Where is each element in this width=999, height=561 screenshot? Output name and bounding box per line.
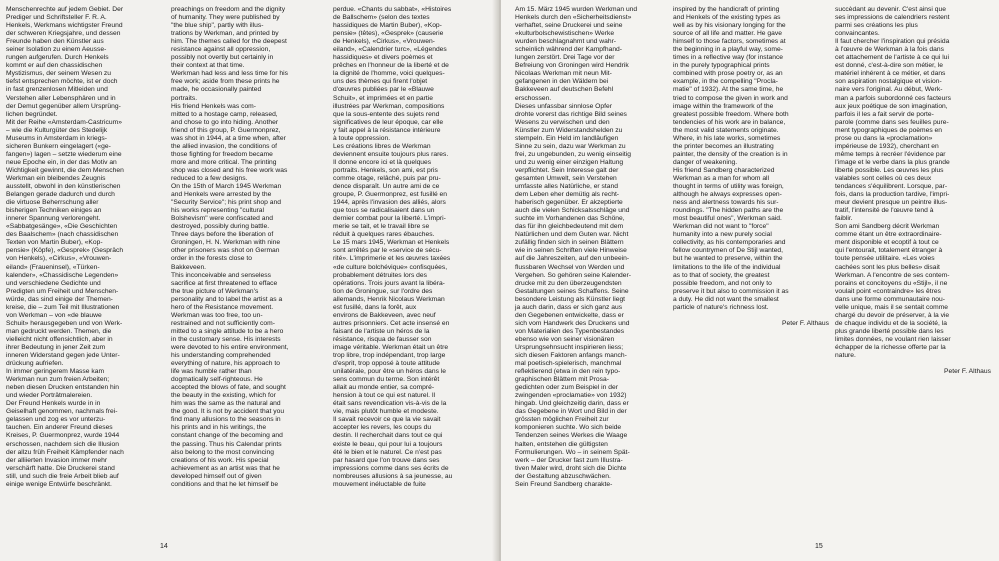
text-column-french: succèdant au devenir. C'est ainsi que ses impressions de calendriers restent parmi ses créations les plus convaincantes. Il faut chercher l'inspiration qui présida à l'œuvre de Werkman à la fois dans cet attachement de l'artiste à ce qui lui est donné, c'est-à-dire son métier, le matériel inhérent à ce métier, et dans son aspiration nostalgique et vision- naire vers l'original. Au début, Werk- man a parfois subordonné ces facteurs aux jeux poétique de son imagination, parfois il les a fait servir de porte- parole (comme dans ses feuilles pure- ment typographiques de poèmes en prose ou dans la «proclamation» impérieuse de 1932), cherchant en même temps à recréer l'évidence par l'image et le verbe dans la plus grande liberté possible. Les œuvres les plus valables sont celles où ces deux tendances s'équilibrent. Lorsque, par- fois, dans la production tardive, l'impri- meur devient presque un peintre illus- tratif, l'intensité de l'œuvre tend à faiblir. Son ami Sandberg décrit Werkman comme étant un être extraordinaire- ment disponible et ecoptif à tout ce qui l'entourait, totalement étranger à toute pensée utilitaire. «Les voies cachées sont les plus belles» disait Werkman. A l'encontre de ses contem- porains et concitoyens du «Stijl», il ne voulait point «contraindre» les êtres dans une forme communautaire nou- velle unique, mais il se sentait comme chargé du devoir de préserver, à la vie de chaque individu et de la société, la plus grande liberté possible dans les limites données, ne voulant rien laisser échapper de la richesse offerte par la nature. Peter F. Althaus [835, 6, 991, 376]
text-column-french: perdue. «Chants du sabbat», «Histoires de Ballschem» (selon des textes hassidiques de Martin Buber), «Kop- pensie» (têtes), «Gesprek» (causerie de Henkels), «Cirkus», «Vrouwen- eiland», «Calendrier turc», «Légendes hassidiques» et divers poèmes et prêches en l'honneur de la liberté et de la dignité de l'homme, voici quelques- uns des thèmes qui firent l'objet d'œuvres publiées par le «Blauwe Schuit», et imprimées et en partie illustrées par Werkman, compositions que la sous-entente des sujets rend significatives de leur époque, car elle y fait appel à la résistance intérieure à toute oppression. Les créations libres de Werkman deviennent ensuite toujours plus rares. Il donne encore ici et là quelques portraits. Henkels, son ami, est pris comme otage, relâché, puis par pru- dence disparaît. Un autre ami de ce groupe, P. Guermonprez, est fusillé en 1944, après l'invasion des alliés, alors que tous se radicalisaient dans un dernier combat pour la liberté. L'impri- merie se tait, et le travail libre se réduit à quelques rares ébauches. Le 15 mars 1945, Werkman et Henkels sont arrêtés par le «service de sécu- rité». L'imprimerie et les œuvres taxées «de culture bolchévique» confisquées, probablement détruites lors des opérations. Trois jours avant la libéra- tion de Groningue, sur l'ordre des allemands, Henrik Nicolaus Werkman est fusillé, dans la forêt, aux environs de Bakkeveen, avec neuf autres prisonniers. Cet acte insensé en faisant de l'artiste un héros de la résistance, risqua de fausser son image véritable. Werkman était un être trop libre, trop indépendant, trop large d'esprit, trop opposé à toute attitude unilatérale, pour être un héros dans le sens commun du terme. Son intérêt allait au monde entier, sa compré- hension à tout ce qui est naturel. Il était sans revendication vis-à-vis de la vie, mais plutôt humble et modeste. Il savait recevoir ce que la vie savait accepter les revers, les coups du destin. Il recherchait dans tout ce qui existe le beau, qui pour lui a toujours été le bien et le naturel. Ce n'est pas par hasard que l'on trouve dans ses impressions comme dans ses écrits de nombreuses allusions à sa jeunesse, au mouvement inéluctable de fuite [333, 6, 453, 488]
text-column-english: inspired by the handicraft of printing and Henkels of the existing types as well as by his visionary longing for the source of all life and matter. He gave himself to those factors, sometimes at the beginning in a playful way, some- times in a reflective way (for instance in the purely typographical prints combined with prose poetry or, as an example, in the compelling "Procla- matie" of 1932). At the same time, he tried to compose the given in work and image within the framework of the greatest possible freedom. Where both tendencies of his work are in balance, the most valid statements originate. Where, in his late works, sometimes the printer becomes an illustrating painter, the density of the creation is in danger of weakening. His friend Sandberg characterized Werkman as a man for whom all thought in terms of utility was foreign, although he always expresses open- ness and alertness towards his sur- roundings. "The hidden paths are the most beautiful ones", Werkman said. Werkman did not want to "force" humanity into a new purely social collectivity, as his contemporaries and fellow countrymen of De Stijl wanted, but he wanted to preserve, within the limitations to the life of the individual as to that of society, the greatest possible freedom, and not only to preserve it but also to commission it as a duty. He did not want the smallest particle of nature's richness lost. Peter F. Althaus [673, 6, 829, 327]
author-signature: Peter F. Althaus [944, 368, 991, 376]
left-page [0, 0, 497, 561]
page-number-right: 15 [815, 543, 823, 550]
author-signature: Peter F. Althaus [782, 319, 829, 327]
text-column-english: preachings on freedom and the dignity of humanity. They were published by "the blue ship", partly with illus- trations by Werkman, and printed by him. The themes called for the deepest resistance against all oppression, possibly not overtly but certainly in their context at that time. Werkman had less and less time for his free work; aside from these prints he made, he occasionally painted portraits. His friend Henkels was com- mitted to a hostage camp, released, and chose to go into hiding. Another friend of this group, P. Guermonprez, was shot in 1944, at a time when, after the allied invasion, the conditions of those fighting for freedom became more and more critical. The printing shop was closed and his free work was reduced to a few designs. On the 15th of March 1945 Werkman and Henkels were arrested by the "Security Service"; his print shop and his works representing "cultural Bolshevism" were confiscated and destroyed, possibly during battle. Three days before the liberation of Groningen, H. N. Werkman with nine other prisoners was shot on German order in the forests close to Bakkeveen. This inconceivable and senseless sacrifice at first threatened to efface the true picture of Werkman's personality and to label the artist as a hero of the Resistance movement. Werkman was too free, too un- restrained and not sufficiently com- mitted to a single attitude to be a hero in the customary sense. His interests were devoted to his entire environment, his understanding comprehended everything of nature, his approach to life was humble rather than dogmatically self-righteous. He accepted the blows of fate, and sought the beauty in the existing, which for him was the same as the natural and the good. It is not by accident that you find many allusions to the seasons in his prints and in his writings, the constant change of the becoming and the passing. Thus his Calendar prints also belong to the most convincing creations of his work. His special achievement as an artist was that he developed himself out of given conditions and that he let himself be [171, 6, 289, 488]
text-column-german: Menschenrechte auf jedem Gebiet. Der Prediger und Schriftsteller F. R. A. Henkels, Werkmans wichtigster Freund der schweren Kriegsjahre, und dessen Freunde haben den Künstler aus seiner Isolation zu einem Aeusse- rungen aufgerufen. Durch Henkels kommt er auf den chassidischen Mystizismus, der seinem Wesen zu tiefst entsprechen möchte, ist er doch in fast grenzenlosen Mitleiden und Verstehen aller Lebensphären und in der Demut gegenüber allem Ursprüng- lichen begründet. Mit der Reihe «Amsterdam-Castricum» – wie die Kulturgüter des Stedelijk Museums in Amsterdam in kriegs- sicheren Bunkern eingelagert («ge- fangen») lagen – setzte wiederum eine neue Epoche ein, in der das Motiv an Wichtigkeit gewinnt, die dem Menschen Werkman ein bleibendes Zeugnis ausstellt, obwohl in den künstlerischen Belangen gerade dadurch und durch die virtuose Beherrschung aller bisherigen Techniken einiges an innerer Spannung verlorengeht. «Sabbatgesänge», «Die Geschichten des Baalschem» (nach chassidischen Texten von Martin Buber), «Kop- pensie» (Köpfe), «Gesprek» (Gespräch von Henkels), «Cirkus», «Vrouwen- eiland» (Fraueninsel), «Türken- kalender», «Chassidische Legenden» und verschiedene Gedichte und Predigten um Freiheit und Menschen- würde, das sind einige der Themen- kreise, die – zum Teil mit Illustrationen von Werkman – von «de blauwe Schuit» herausgegeben und von Werk- man gedruckt werden. Themen, die vielleicht nicht offensichtlich, aber in ihrer Bedeutung in jener Zeit zum inneren Widerstand gegen jede Unter- drückung aufriefen. In immer geringerem Masse kam Werkman nun zum freien Arbeiten; neben diesen Drucken entstanden hin und wieder Porträtmalereien. Der Freund Henkels wurde in in Geiselhaft genommen, nachmals frei- gelassen und zog es vor unterzu- tauchen. Ein anderer Freund dieses Kreises, P. Guermonprez, wurde 1944 erschossen, nachdem sich die Illusion der allzu früh Freiheit Kämpfender nach der alliierten Invasion immer mehr verschärft hatte. Die Druckerei stand still, und such die freie Arbeit blieb auf einige wenige Entwürfe beschränkt. [6, 6, 124, 488]
text-column-german: Am 15. März 1945 wurden Werkman und Henkels durch den «Sicherheitsdienst» verhaftet, seine Druckerei und seine «kulturbolschewistischen» Werke wurden beschlagnahmt und wahr- scheinlich während der Kampfhand- lungen zerstört. Drei Tage vor der Befreiung von Groningen wird Hendrik Nicolaas Werkman mit neun Mit- gefangenen in den Wäldern bei Bakkeveen auf deutschen Befehl erschossen. Dieses unfassbar sinnlose Opfer drohte vorerst das richtige Bild seines Wesens zu verwischen und den Künstler zum Widerstandshelden zu stempeln. Ein Held im landläufigen Sinne zu sein, dazu war Werkman zu frei, zu ungebunden, zu wenig einseitig und zu wenig einer einzigen Haltung verpflichtet. Sein Interesse galt der gesamten Umwelt, sein Verstehen umfasste alles Natürliche, er stand dem Leben eher demütig als recht- haberisch gegenüber. Er akzeptierte auch die vielen Schicksalsschläge und suchte im Vorhandenen das Schöne, das für ihn gleichbedeutend mit dem Natürlichen und dem Guten war. Nicht zufällig finden sich in seinen Blättern wie in seinen Schriften viele Hinweise auf die Jahreszeiten, auf den unbeein- flussbaren Wechsel von Werden und Vergehen. So gehören seine Kalender- drucke mit zu den überzeugendsten Gestaltungen seines Schaffens. Seine besondere Leistung als Künstler liegt ja auch darin, dass er sich ganz aus den Gegebenen entwickelte, dass er sich vom Handwerk des Druckens und von Materialien des Typenbestandes ebenso wie von seiner visionären Ursprungsehnsucht inspirieren liess; sich diesen Faktoren anfangs manch- mal poetisch-spielerisch, manchmal reflektierend (etwa in den rein typo- graphischen Blättern mit Prosa- gedichten oder zum Beispiel in der zwingenden «proclamatie» von 1932) hingab. Und gleichzeitig darin, dass er das Gegebene in Wort und Bild in der grössten möglichen Freiheit zur komponieren suchte. Wo sich beide Tendenzen seines Werkes die Waage halten, entstehen die gültigsten Formulierungen. Wo – in seinem Spät- werk – der Drucker fast zum Illustra- tiven Maler wird, droht sich die Dichte der Gestaltung abzuschwächen. Sein Freund Sandberg charakte- [515, 6, 638, 488]
page-number-left: 14 [160, 543, 168, 550]
right-page [501, 0, 999, 561]
